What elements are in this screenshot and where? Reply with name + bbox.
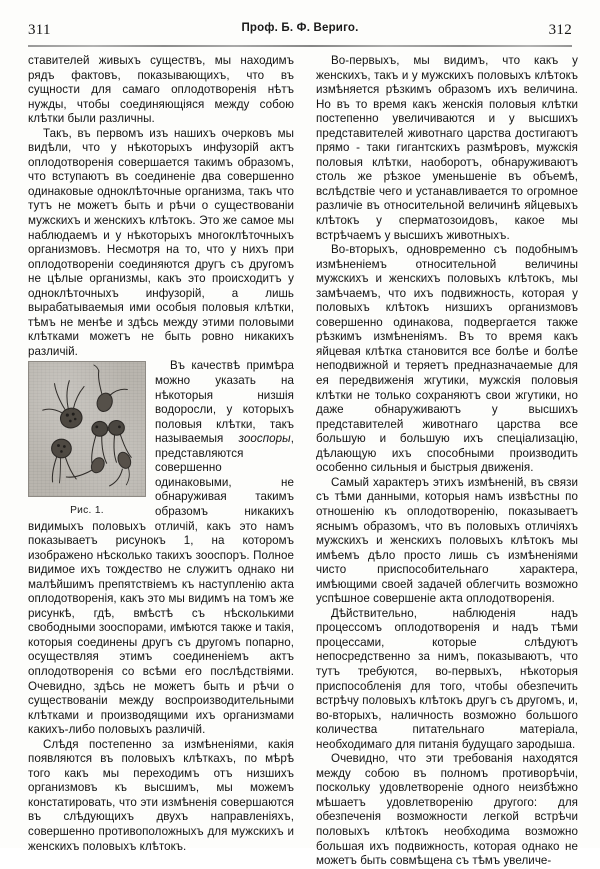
paragraph: Дѣйствительно, наблюденія надъ процессомъ оплодотворенія и надъ тѣми процессами, которые слѣдуютъ непосредственно за нимъ, показываютъ, что тутъ требуются, во-первыхъ, нѣкоторыя приспособленія для того, чтобы обезпечить встрѣчу половыхъ клѣтокъ другъ съ другомъ, и, во-вторыхъ, наличность возможно большого количества питательнаго матеріала, необходимаго для питанія будущаго зародыша. [316,606,578,751]
paragraph-text-part: , представляются совершенно одинаковыми, не обнаруживая такимъ образомъ никакихъ видимыхъ половыхъ отличій, какъ это намъ показываетъ рисунокъ 1, на которомъ изображено нѣсколько такихъ зооспоръ. Полное видимое ихъ тождество не служитъ однако ни малѣйшимъ препятствіемъ къ наступленію акта оплодотворенія, какъ это мы видимъ на томъ же рисункѣ, гдѣ, вмѣстѣ съ нѣсколькими свободными зооспорами, имѣются также и такія, которыя соединены другъ съ другомъ попарно, осуществляя этимъ соединеніемъ актъ оплодотворенія со всѣми его послѣдствіями. Очевидно, здѣсь не можетъ быть и рѣчи о существованіи между воспроизводительными клѣтками и производящими ихъ организмами какихъ-либо половыхъ различій. [28,432,294,737]
figure-wrap-block [28,359,294,737]
paragraph: ставителей живыхъ существъ, мы находимъ рядъ фактовъ, показывающихъ, что въ сущности для самаго оплодотворенія нѣтъ нужды, чтобы соединяющіяся между собою клѣтки были различны. [28,54,294,126]
zoospores-illustration [28,361,146,497]
left-column [28,54,294,853]
zoospores-drawing [29,362,145,496]
paragraph: Очевидно, что эти требованія находятся между собою въ полномъ противорѣчіи, поскольку удовлетвореніе одного неизбѣжно мѣшаетъ удовлетворенію другого: для обезпеченія возможности легкой встрѣчи половыхъ клѣтокъ необходима возможно большая ихъ подвижность, которая однако не можетъ быть совмѣщена съ тѣмъ увеличе- [316,752,578,868]
header-rule [28,45,572,47]
figure-1 [28,361,146,516]
paragraph: Слѣдя постепенно за измѣненіями, какія появляются въ половыхъ клѣткахъ, по мѣрѣ того какъ мы переходимъ отъ низшихъ организмовъ къ высшимъ, мы можемъ констатировать, что эти измѣненія совершаются въ слѣдующихъ двухъ направленіяхъ, совершенно противоположныхъ для мужскихъ и женскихъ половыхъ клѣтокъ. [28,737,294,853]
running-head [28,22,572,42]
right-column [316,54,578,868]
folio-left: 311 [28,22,51,38]
running-head-title: Проф. Б. Ф. Вериго. [241,22,359,34]
paragraph: Во-первыхъ, мы видимъ, что какъ у женскихъ, такъ и у мужскихъ половыхъ клѣтокъ измѣняется рѣзкимъ образомъ ихъ величина. Но въ то время какъ женскія половыя клѣтки постепенно увеличиваются и у высшихъ представителей животнаго царства достигаютъ прямо - таки гигантскихъ размѣровъ, мужскія половыя клѣтки, наоборотъ, обнаруживаютъ столь же рѣзкое уменьшеніе въ объемѣ, вслѣдствіе чего и устанавливается то огромное различіе въ относительной величинѣ яйцевыхъ клѣтокъ у сперматозоидовъ, какое мы встрѣчаемъ у высшихъ животныхъ. [316,54,578,242]
paragraph: Во-вторыхъ, одновременно съ подобнымъ измѣненіемъ относительной величины мужскихъ и женскихъ половыхъ клѣтокъ, мы замѣчаемъ, что ихъ подвижность, которая у половыхъ клѣтокъ низшихъ организмовъ совершенно одинакова, подвергается также рѣзкимъ измѣненіямъ. Въ то время какъ яйцевая клѣтка становится все болѣе и болѣе неподвижной и теряетъ предназначаемые для ея передвиженія жгутики, мужскія половыя клѣтки не только сохраняютъ свои жгутики, но даже обнаруживаютъ у высшихъ представителей животнаго царства все большую и большую ихъ спеціализацію, дѣлающую ихъ способными производить особенно сильныя и быстрыя движенія. [316,243,578,475]
paragraph-text-part: Въ качествѣ примѣра можно указать на нѣкоторыя низшія водоросли, у которыхъ половыя клѣтки, такъ называемыя [155,359,294,446]
two-column-body [28,54,578,868]
paragraph: Такъ, въ первомъ изъ нашихъ очерковъ мы видѣли, что у нѣкоторыхъ инфузорій актъ оплодотворенія совершается такимъ образомъ, что вступаютъ въ соединеніе два совершенно одинаковые одноклѣточные организма, такъ что тутъ не можетъ быть и рѣчи о существованіи мужскихъ и женскихъ клѣтокъ. Это же самое мы наблюдаемъ и у нѣкоторыхъ многоклѣточныхъ организмовъ. Несмотря на то, что у нихъ при оплодотвореніи соединяются другъ съ другомъ не цѣлые организмы, какъ это происходитъ у одноклѣточныхъ инфузорій, а лишь вырабатываемыя ими особыя половыя клѣтки, тѣмъ не менѣе и здѣсь между этими половыми клѣтками можетъ не быть ровно никакихъ различій. [28,126,294,358]
figure-caption: Рис. 1. [70,505,104,517]
folio-right: 312 [548,22,572,38]
paragraph: Самый характеръ этихъ измѣненій, въ связи съ тѣми данными, которыя намъ извѣстны по отношенію къ оплодотворенію, показываетъ яснымъ образомъ, что въ половыхъ отличіяхъ мужскихъ и женскихъ половыхъ клѣтокъ мы имѣемъ дѣло просто лишь съ измѣненіями чисто приспособительнаго характера, имѣющими своей задачей облегчить возможно успѣшное совершеніе акта оплодотворенія. [316,475,578,606]
term-zoospory: зооспоры [238,432,291,446]
